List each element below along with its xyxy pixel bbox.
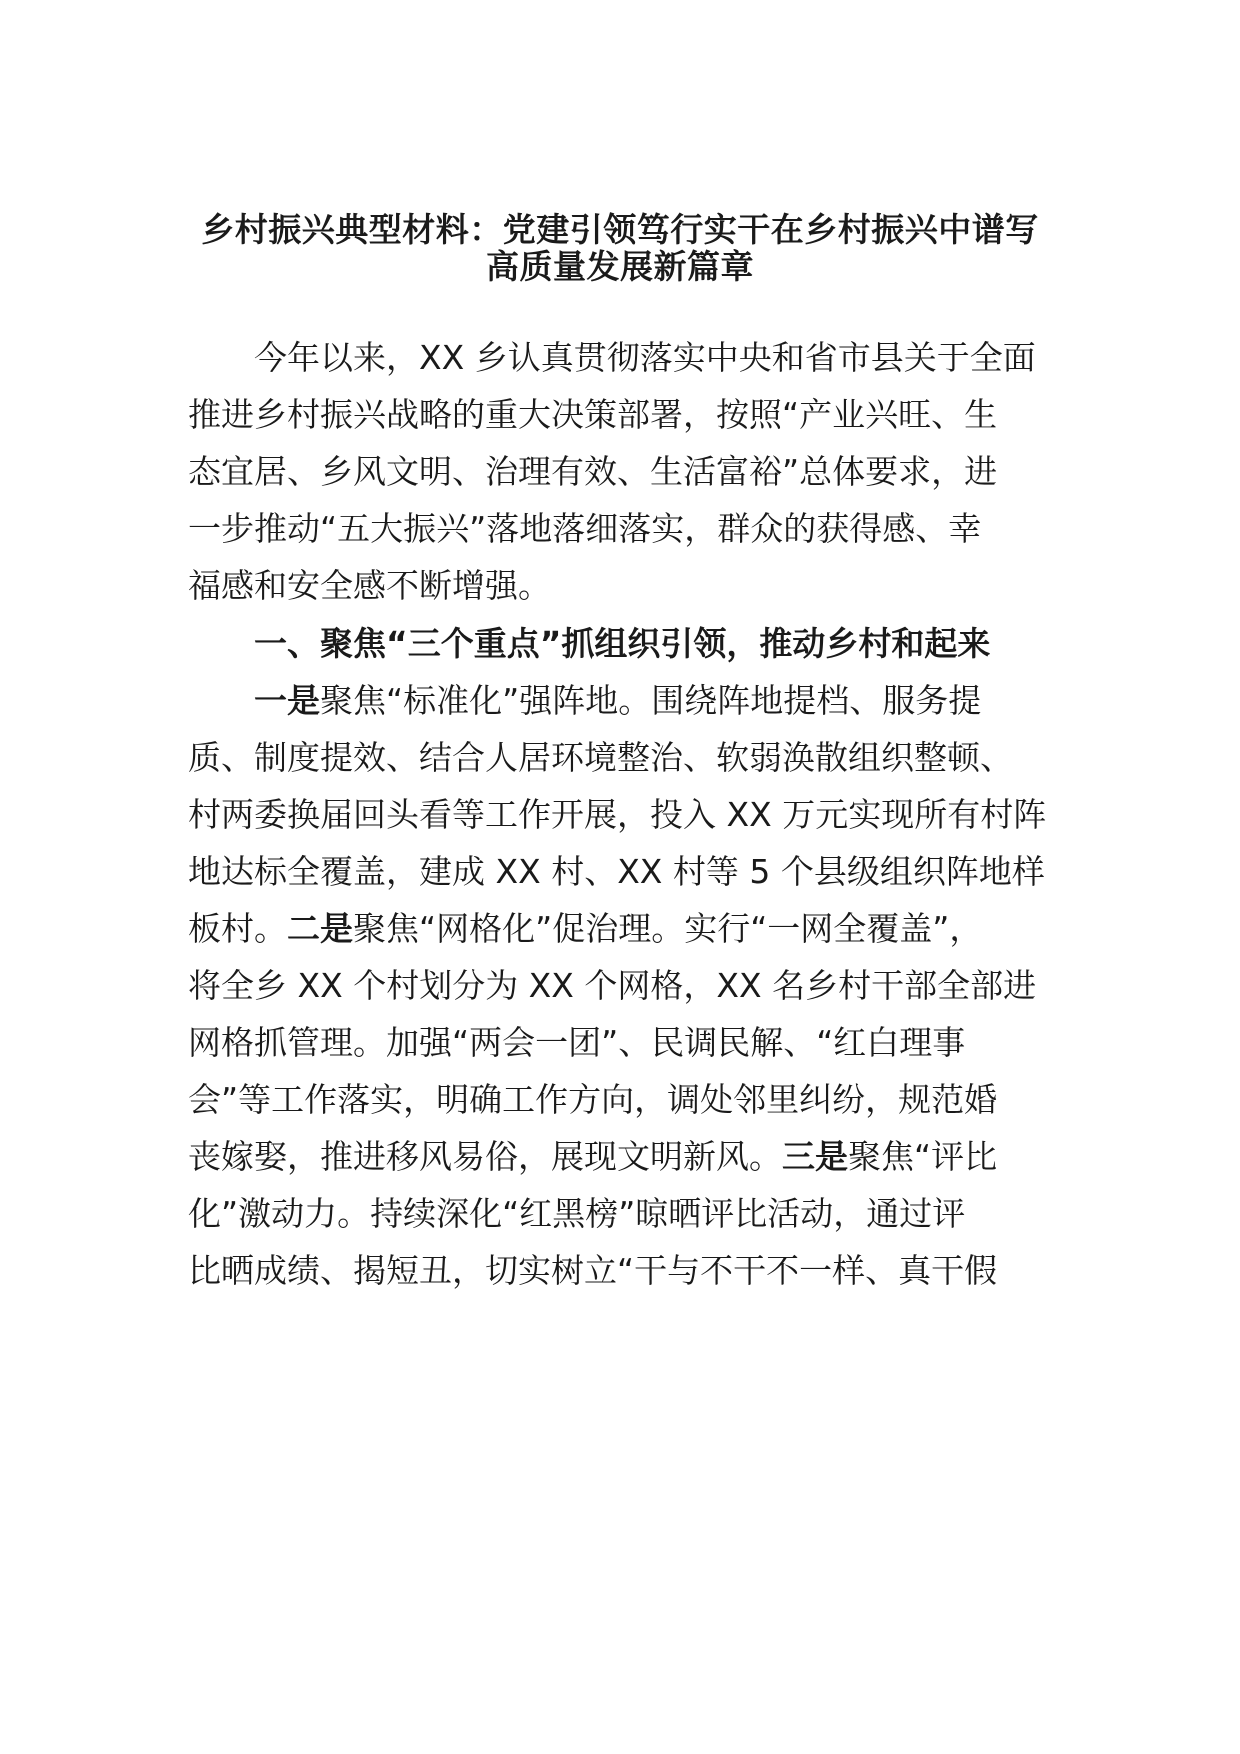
- body-line: [254, 679, 981, 723]
- body-line: [188, 964, 1036, 1008]
- body-text: 板村。: [188, 909, 287, 948]
- body-line: [188, 850, 1045, 894]
- section-heading: 一、聚焦“三个重点”抓组织引领，推动乡村和起来: [254, 624, 991, 663]
- body-text: 丧嫁娶，推进移风易俗，展现文明新风。: [188, 1137, 782, 1176]
- item-lead-second: 二是: [287, 909, 353, 948]
- body-text: 会”等工作落实，明确工作方向，调处邻里纠纷，规范婚: [188, 1080, 998, 1119]
- body-line: [188, 793, 1046, 837]
- intro-paragraph-line: 今年以来，XX 乡认真贯彻落实中央和省市县关于全面: [254, 338, 1036, 377]
- body-text: 地达标全覆盖，建成 XX 村、XX 村等 5 个县级组织阵地样: [188, 852, 1045, 891]
- body-line: [188, 907, 982, 951]
- body-text: 将全乡 XX 个村划分为 XX 个网格，XX 名乡村干部全部进: [188, 966, 1037, 1005]
- intro-paragraph-line: 推进乡村振兴战略的重大决策部署，按照“产业兴旺、生: [188, 395, 998, 434]
- body-line: [188, 1078, 997, 1122]
- body-text: 比晒成绩、揭短丑，切实树立“干与不干不一样、真干假: [188, 1251, 998, 1290]
- body-text: 聚焦“评比: [848, 1137, 998, 1176]
- body-line: [188, 1021, 965, 1065]
- body-text: 聚焦“网格化”促治理。实行“一网全覆盖”，: [353, 909, 983, 948]
- item-lead-first: 一是: [254, 681, 320, 720]
- body-text: 网格抓管理。加强“两会一团”、民调民解、“红白理事: [188, 1023, 966, 1062]
- body-text: 聚焦“标准化”强阵地。围绕阵地提档、服务提: [320, 681, 982, 720]
- body-line: [188, 1135, 997, 1179]
- intro-paragraph-line: 一步推动“五大振兴”落地落细落实，群众的获得感、幸: [188, 509, 982, 548]
- document-title-line-1: 乡村振兴典型材料：党建引领笃行实干在乡村振兴中谱写: [201, 210, 1039, 249]
- body-text: 村两委换届回头看等工作开展，投入 XX 万元实现所有村阵: [188, 795, 1047, 834]
- body-line: [188, 736, 1013, 780]
- body-line: [188, 1192, 965, 1236]
- body-text: 质、制度提效、结合人居环境整治、软弱涣散组织整顿、: [188, 738, 1013, 777]
- body-line: [188, 1249, 997, 1293]
- document-title-line-2: 高质量发展新篇章: [486, 247, 754, 286]
- item-lead-third: 三是: [782, 1137, 848, 1176]
- intro-paragraph-line: 态宜居、乡风文明、治理有效、生活富裕”总体要求，进: [188, 452, 998, 491]
- body-text: 化”激动力。持续深化“红黑榜”晾晒评比活动，通过评: [188, 1194, 966, 1233]
- intro-paragraph-line: 福感和安全感不断增强。: [188, 566, 551, 605]
